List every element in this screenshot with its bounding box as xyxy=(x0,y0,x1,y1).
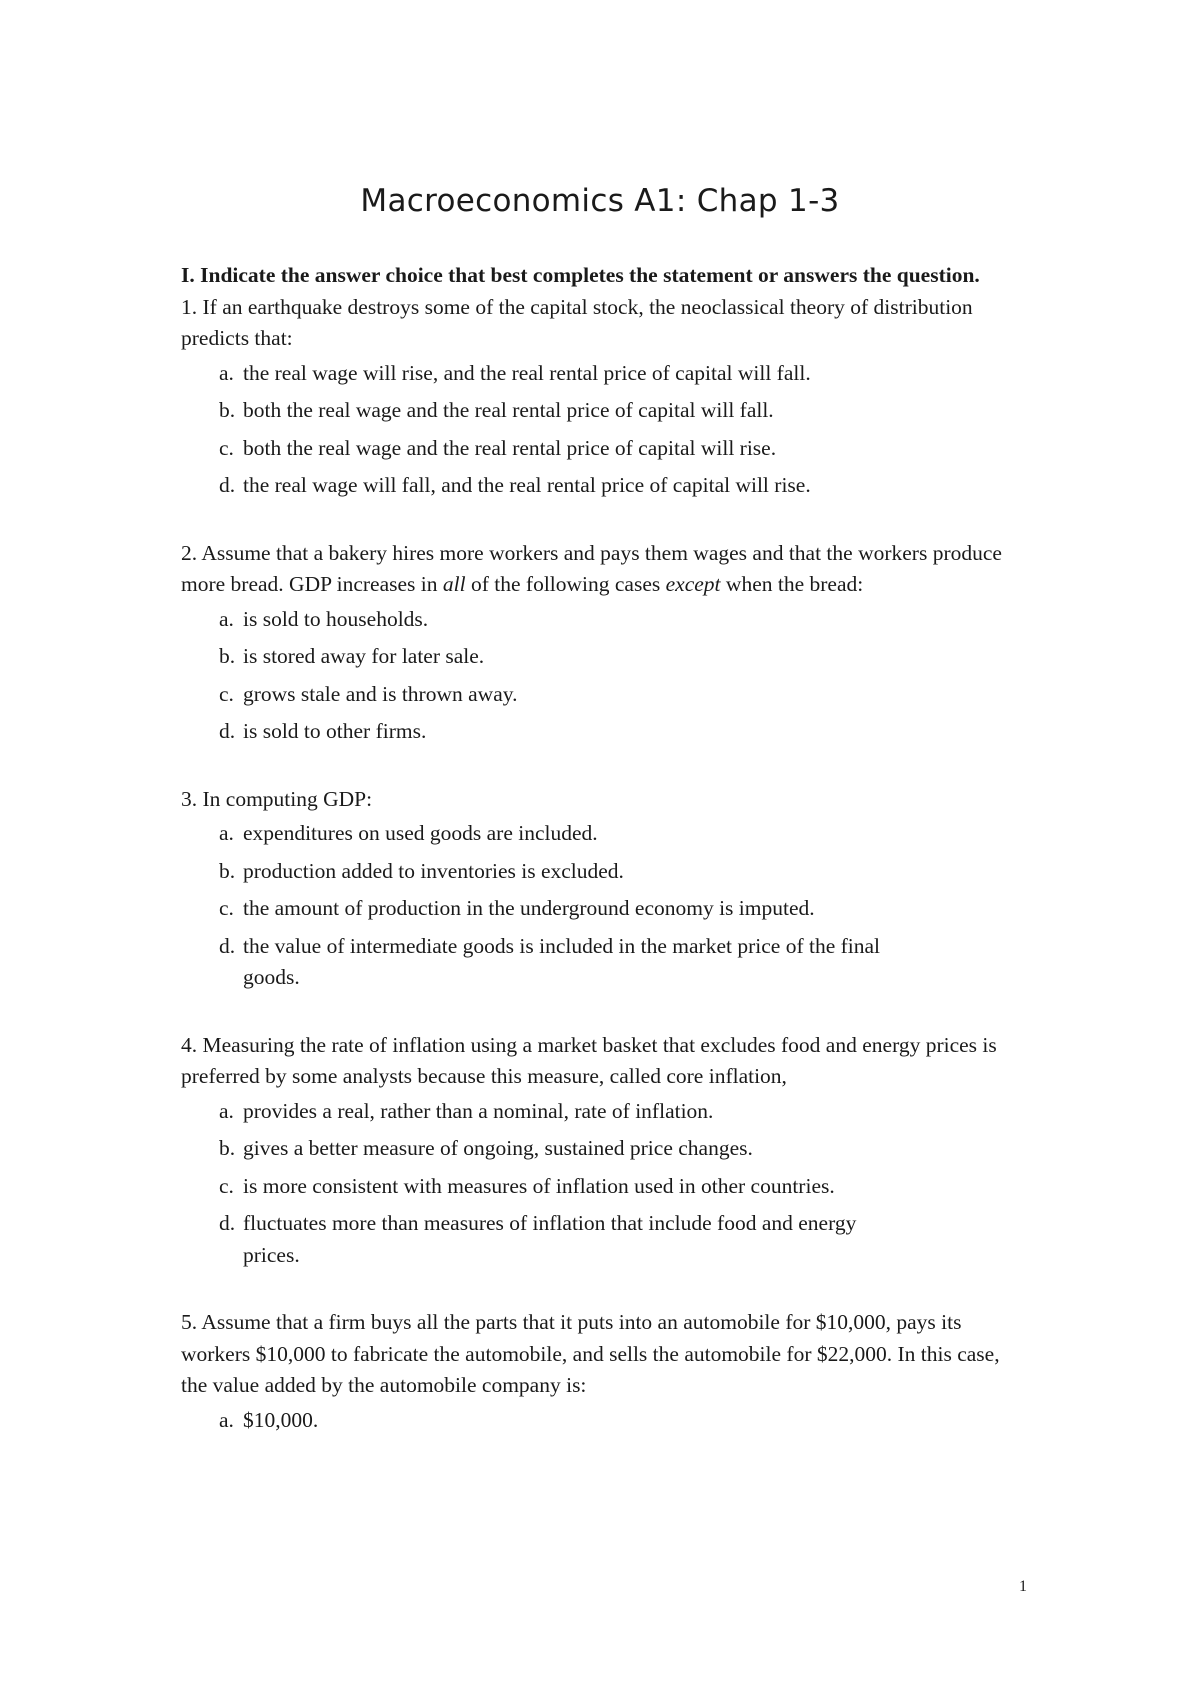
option-text: the real wage will rise, and the real rental price of capital will fall. xyxy=(243,360,811,385)
question-text: Measuring the rate of inflation using a market basket that excludes food and energy prices is preferred by some analysts because this measure, called core inflation, xyxy=(181,1032,997,1088)
answer-option-a xyxy=(181,358,1027,390)
option-text: is sold to households. xyxy=(243,606,429,631)
option-letter: d. xyxy=(219,719,236,743)
section-instructions: I. Indicate the answer choice that best completes the statement or answers the question. xyxy=(181,263,980,287)
question-text: If an earthquake destroys some of the capital stock, the neoclassical theory of distribution predicts that: xyxy=(181,294,973,350)
document-title: Macroeconomics A1: Chap 1-3 xyxy=(360,183,840,219)
option-text: both the real wage and the real rental price of capital will rise. xyxy=(243,435,777,460)
answer-options xyxy=(181,604,1027,748)
option-letter: d. xyxy=(219,1211,236,1235)
option-text: grows stale and is thrown away. xyxy=(243,681,518,706)
option-text: the value of intermediate goods is included in the market price of the final goods. xyxy=(243,933,881,989)
question-1 xyxy=(181,292,1027,502)
option-letter: a. xyxy=(219,821,234,845)
question-stem xyxy=(181,538,1027,601)
option-letter: a. xyxy=(219,1407,234,1432)
question-text-part: when the bread: xyxy=(720,572,864,596)
answer-option-a xyxy=(181,1405,1027,1437)
option-letter: a. xyxy=(219,1098,234,1123)
option-letter: b. xyxy=(219,644,236,668)
option-text: $10,000. xyxy=(243,1407,319,1432)
option-letter: d. xyxy=(219,473,236,497)
question-number: 5. xyxy=(181,1310,198,1334)
answer-option-c xyxy=(181,893,1027,925)
answer-option-a xyxy=(181,604,1027,636)
answer-option-d xyxy=(181,470,1027,502)
emphasis-all: all xyxy=(442,572,466,596)
option-text: is sold to other firms. xyxy=(243,719,427,743)
question-4 xyxy=(181,1030,1027,1272)
question-stem xyxy=(181,292,1027,355)
option-text: fluctuates more than measures of inflation that include food and energy prices. xyxy=(243,1211,857,1267)
question-stem xyxy=(181,784,1027,816)
option-letter: d. xyxy=(219,933,236,958)
question-text-part: Assume that a bakery hires more workers and pays them wages and that the workers produce more bread. GDP increases in xyxy=(181,540,1002,596)
option-letter: a. xyxy=(219,360,234,385)
option-text: gives a better measure of ongoing, sustained price changes. xyxy=(243,1136,753,1160)
option-text: both the real wage and the real rental price of capital will fall. xyxy=(243,398,774,422)
answer-option-d xyxy=(181,716,1027,748)
answer-option-b xyxy=(181,641,1027,673)
answer-options xyxy=(181,818,1027,994)
option-letter: b. xyxy=(219,1136,236,1160)
answer-option-b xyxy=(181,856,1027,888)
question-number: 4. xyxy=(181,1032,198,1057)
answer-option-b xyxy=(181,1133,1027,1165)
question-text: In computing GDP: xyxy=(202,786,373,811)
question-stem xyxy=(181,1030,1027,1093)
option-text: is more consistent with measures of inflation used in other countries. xyxy=(243,1173,835,1198)
option-letter: c. xyxy=(219,681,234,706)
answer-option-c xyxy=(181,1171,1027,1203)
option-text: is stored away for later sale. xyxy=(243,644,485,668)
question-stem xyxy=(181,1307,1027,1402)
option-letter: b. xyxy=(219,858,236,883)
option-text: the real wage will fall, and the real rental price of capital will rise. xyxy=(243,473,811,497)
question-number: 1. xyxy=(181,294,198,319)
option-text: the amount of production in the underground economy is imputed. xyxy=(243,896,815,920)
option-letter: c. xyxy=(219,435,234,460)
question-number: 3. xyxy=(181,786,198,811)
option-text: production added to inventories is excluded. xyxy=(243,858,624,883)
option-text: expenditures on used goods are included. xyxy=(243,821,598,845)
answer-option-c xyxy=(181,679,1027,711)
document-body xyxy=(181,260,1027,1472)
option-letter: a. xyxy=(219,606,234,631)
answer-options xyxy=(181,358,1027,502)
emphasis-except: except xyxy=(665,572,721,596)
question-2 xyxy=(181,538,1027,748)
answer-option-b xyxy=(181,395,1027,427)
option-letter: b. xyxy=(219,398,236,422)
question-text: Assume that a firm buys all the parts that it puts into an automobile for $10,000, pays its workers $10,000 to fabricate the automobile, and sells the automobile for $22,000. In this case, the value added by the automobile company is: xyxy=(181,1310,1000,1397)
question-5 xyxy=(181,1307,1027,1436)
option-letter: c. xyxy=(219,896,234,920)
answer-option-a xyxy=(181,1096,1027,1128)
answer-option-a xyxy=(181,818,1027,850)
question-number: 2. xyxy=(181,540,198,565)
answer-options xyxy=(181,1405,1027,1437)
question-text-part: of the following cases xyxy=(465,572,666,596)
answer-option-c xyxy=(181,433,1027,465)
option-letter: c. xyxy=(219,1173,234,1198)
page-number: 1 xyxy=(1019,1578,1027,1595)
option-text: provides a real, rather than a nominal, rate of inflation. xyxy=(243,1098,714,1123)
question-3 xyxy=(181,784,1027,994)
answer-option-d xyxy=(181,931,1027,994)
answer-option-d xyxy=(181,1208,1027,1271)
answer-options xyxy=(181,1096,1027,1272)
